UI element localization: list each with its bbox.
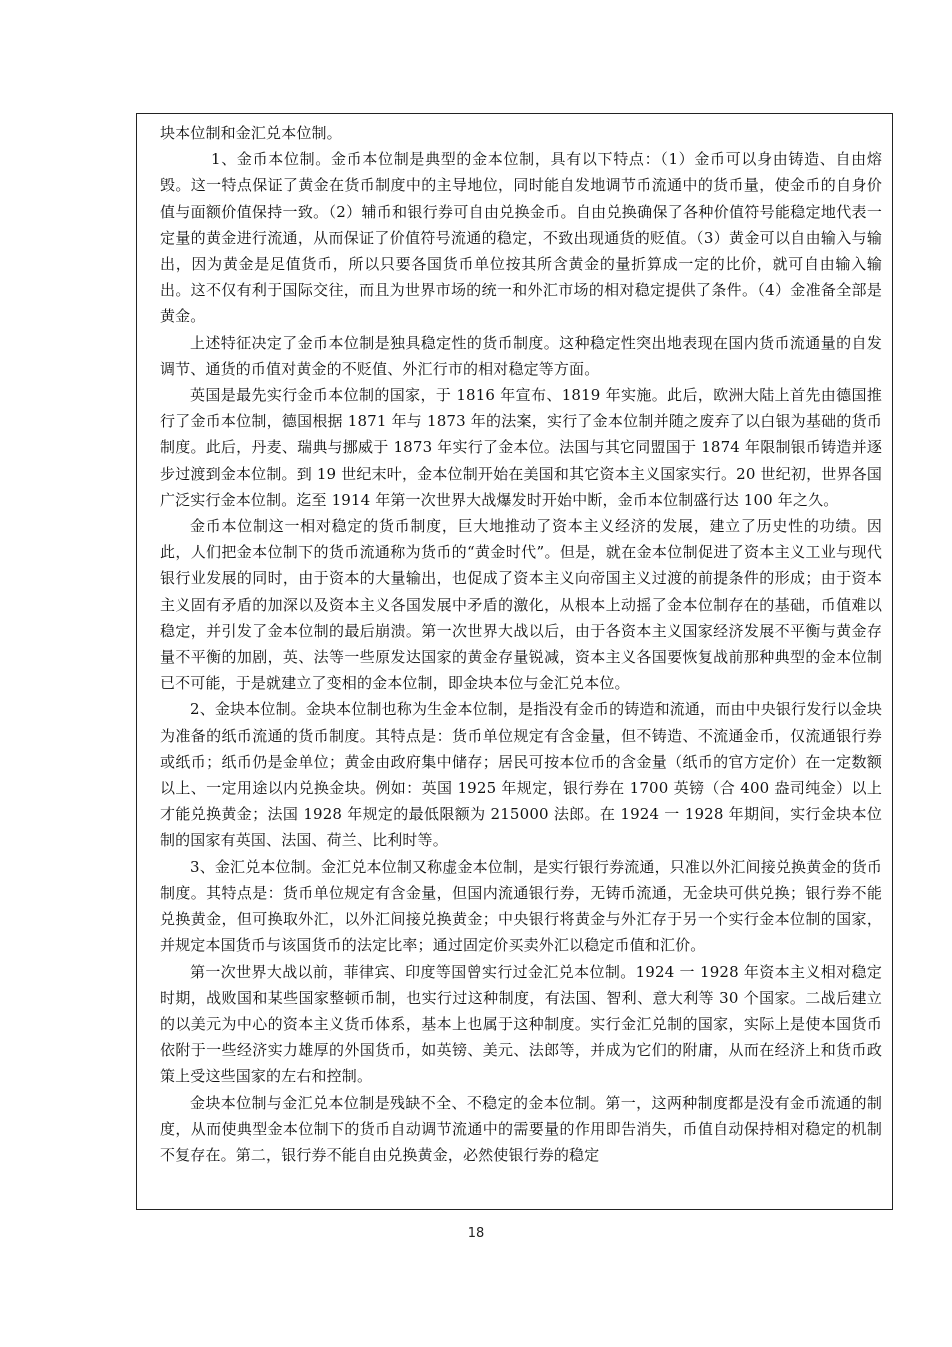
paragraph-golden-age: 金币本位制这一相对稳定的货币制度，巨大地推动了资本主义经济的发展，建立了历史性的功绩。因此，人们把金本位制下的货币流通称为货币的“黄金时代”。但是，就在金本位制促进了资本主义工业与现代银行业发展的同时，由于资本的大量输出，也促成了资本主义向帝国主义过渡的前提条件的形成；由于资本主义固有矛盾的加深以及资本主义各国发展中矛盾的激化，从根本上动摇了金本位制存在的基础，币值难以稳定，并引发了金本位制的最后崩溃。第一次世界大战以后，由于各资本主义国家经济发展不平衡与黄金存量不平衡的加剧，英、法等一些原发达国家的黄金存量锐减，资本主义各国要恢复战前那种典型的金本位制已不可能，于是就建立了变相的金本位制，即金块本位与金汇兑本位。 [160, 517, 882, 693]
paragraph-gold-coin-standard: 1、金币本位制。金币本位制是典型的金本位制，具有以下特点：（1）金币可以身由铸造、自由熔毁。这一特点保证了黄金在货币制度中的主导地位，同时能自发地调节币流通中的货币量，使金币的自身价值与面额价值保持一致。（2）辅币和银行券可自由兑换金币。自由兑换确保了各种价值符号能稳定地代表一定量的黄金进行流通，从而保证了价值符号流通的稳定，不致出现通货的贬值。（3）黄金可以自由输入与输出，因为黄金是足值货币，所以只要各国货币单位按其所含黄金的量折算成一定的比价，就可自由输入输出。这不仅有利于国际交往，而且为世界市场的统一和外汇市场的相对稳定提供了条件。（4）金准备全部是黄金。 [160, 150, 882, 326]
paragraph-gold-bullion-standard: 2、金块本位制。金块本位制也称为生金本位制，是指没有金币的铸造和流通，而由中央银行发行以金块为准备的纸币流通的货币制度。其特点是：货币单位规定有含金量，但不铸造、不流通金币，仅流通银行券或纸币；纸币仍是金单位；黄金由政府集中储存；居民可按本位币的含金量（纸币的官方定价）在一定数额以上、一定用途以内兑换金块。例如：英国 1925 年规定，银行券在 1700 英镑（合 400 盎司纯金）以上才能兑换黄金；法国 1928 年规定的最低限额为 215000 法郎。在 1924 一 1928 年期间，实行金块本位制的国家有英国、法国、荷兰、比利时等。 [160, 700, 882, 850]
page-body-frame [136, 113, 893, 1210]
paragraph-instability: 金块本位制与金汇兑本位制是残缺不全、不稳定的金本位制。第一，这两种制度都是没有金币流通的制度，从而使典型金本位制下的货币自动调节流通中的需要量的作用即告消失，币值自动保持相对稳定的机制不复存在。第二，银行券不能自由兑换黄金，必然使银行券的稳定 [160, 1093, 882, 1164]
paragraph-gold-exchange-standard: 3、金汇兑本位制。金汇兑本位制又称虚金本位制，是实行银行券流通，只准以外汇间接兑换黄金的货币制度。其特点是：货币单位规定有含金量，但国内流通银行券，无铸币流通，无金块可供兑换；银行券不能兑换黄金，但可换取外汇，以外汇间接兑换黄金；中央银行将黄金与外汇存于另一个实行金本位制的国家，并规定本国货币与该国货币的法定比率；通过固定价买卖外汇以稳定币值和汇价。 [160, 857, 882, 955]
paragraph-continuation: 块本位制和金汇兑本位制。 [160, 124, 342, 142]
paragraph-stability: 上述特征决定了金币本位制是独具稳定性的货币制度。这种稳定性突出地表现在国内货币流通量的自发调节、通货的币值对黄金的不贬值、外汇行市的相对稳定等方面。 [160, 333, 882, 378]
page-number: 18 [467, 1226, 485, 1241]
paragraph-history: 英国是最先实行金币本位制的国家，于 1816 年宣布、1819 年实施。此后，欧洲大陆上首先由德国推行了金币本位制，德国根据 1871 年与 1873 年的法案，实行了金本位制并随之废弃了以白银为基础的货币制度。此后，丹麦、瑞典与挪威于 1873 年实行了金本位。法国与其它同盟国于 1874 年限制银币铸造并逐步过渡到金本位制。到 19 世纪末叶，金本位制开始在美国和其它资本主义国家实行。20 世纪初，世界各国广泛实行金本位制。迄至 1914 年第一次世界大战爆发时开始中断，金币本位制盛行达 100 年之久。 [160, 386, 882, 509]
paragraph-exchange-history: 第一次世界大战以前，菲律宾、印度等国曾实行过金汇兑本位制。1924 一 1928 年资本主义相对稳定时期，战败国和某些国家整顿币制，也实行过这种制度，有法国、智利、意大利等 30 个国家。二战后建立的以美元为中心的资本主义货币体系，基本上也属于这种制度。实行金汇兑制的国家，实际上是使本国货币依附于一些经济实力雄厚的外国货币，如英镑、美元、法郎等，并成为它们的附庸，从而在经济上和货币政策上受这些国家的左右和控制。 [160, 962, 882, 1086]
